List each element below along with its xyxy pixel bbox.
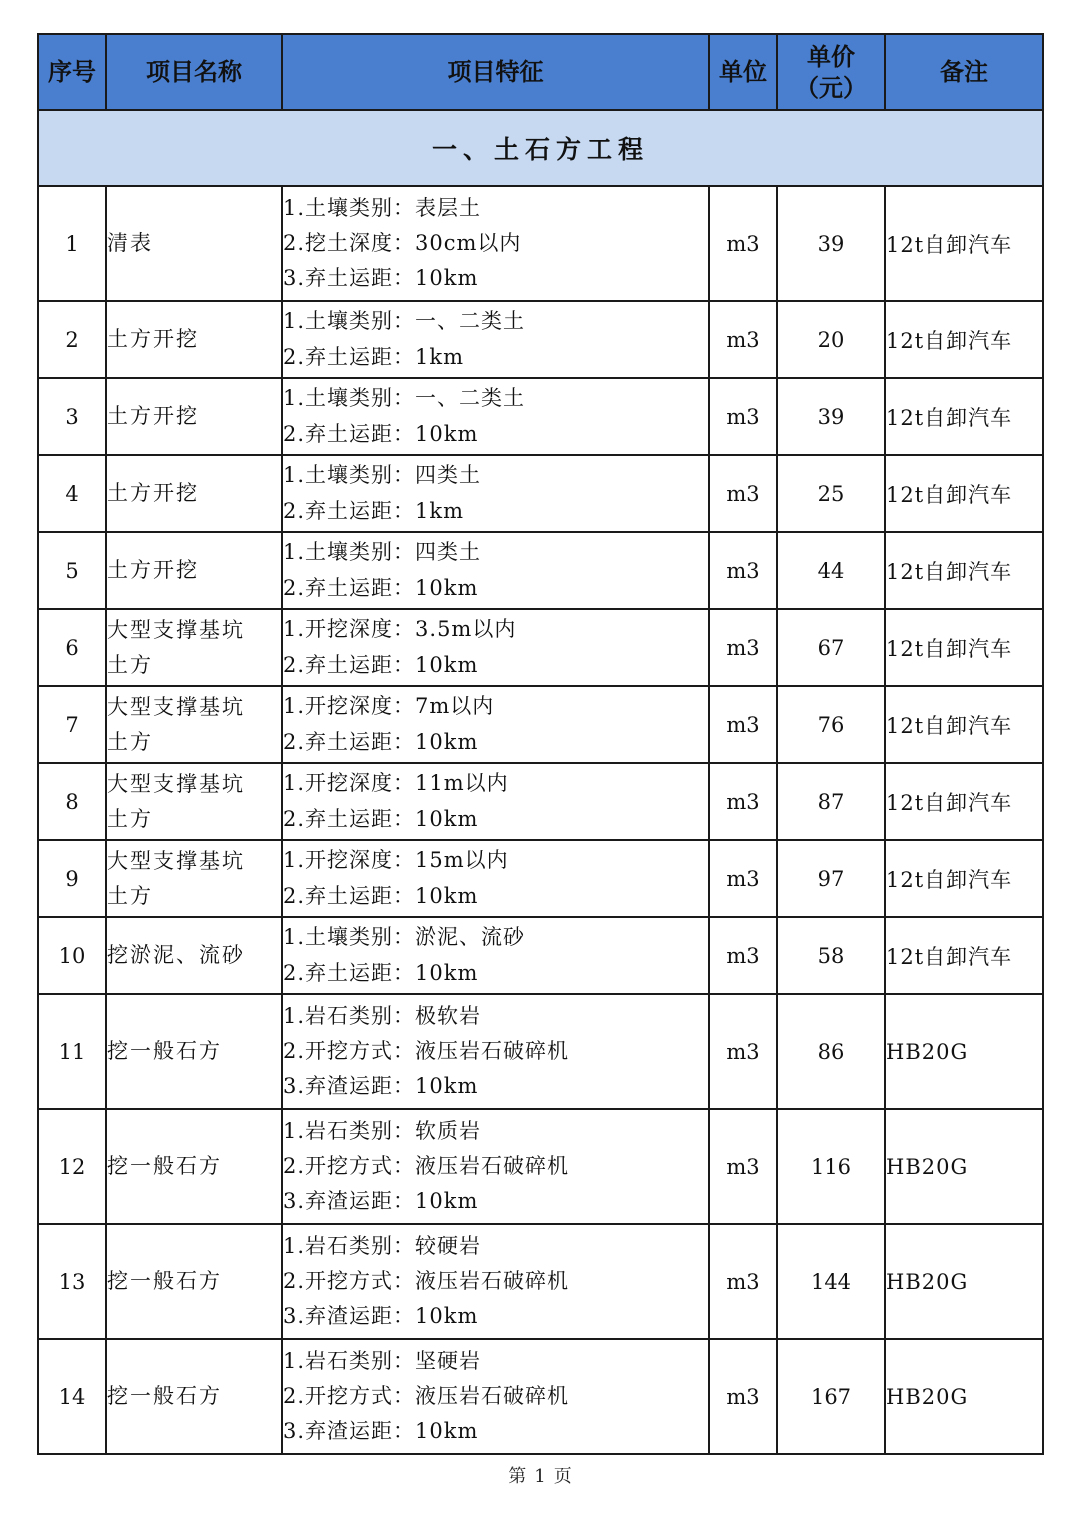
row-name-line: 挖一般石方	[107, 1154, 222, 1179]
table-row	[38, 763, 1043, 840]
row-name	[106, 917, 282, 994]
row-unit: m3	[709, 686, 777, 763]
row-feature-line: 1.开挖深度：11m以内	[283, 771, 509, 796]
row-price: 25	[777, 455, 885, 532]
table-row	[38, 378, 1043, 455]
row-unit: m3	[709, 455, 777, 532]
row-features	[282, 186, 709, 301]
row-feature-line: 3.弃土运距：10km	[283, 266, 479, 291]
row-features	[282, 609, 709, 686]
row-name-line: 土方开挖	[107, 481, 199, 506]
row-seq: 14	[38, 1339, 106, 1454]
header-seq: 序号	[38, 34, 106, 110]
row-name	[106, 378, 282, 455]
row-note: 12t自卸汽车	[885, 186, 1043, 301]
row-feature-line: 1.开挖深度：7m以内	[283, 694, 495, 719]
row-name-line: 土方开挖	[107, 558, 199, 583]
table-row	[38, 917, 1043, 994]
row-unit: m3	[709, 917, 777, 994]
row-name-line: 挖一般石方	[107, 1269, 222, 1294]
row-price: 20	[777, 301, 885, 378]
row-seq: 9	[38, 840, 106, 917]
table-body	[38, 110, 1043, 1454]
row-note: 12t自卸汽车	[885, 532, 1043, 609]
row-price: 97	[777, 840, 885, 917]
row-feature-line: 1.土壤类别：一、二类土	[283, 386, 526, 411]
row-features	[282, 532, 709, 609]
row-unit: m3	[709, 763, 777, 840]
row-unit: m3	[709, 378, 777, 455]
section-title: 一、土石方工程	[38, 110, 1043, 186]
row-name-line: 大型支撑基坑	[107, 771, 245, 796]
row-name	[106, 1109, 282, 1224]
row-unit: m3	[709, 994, 777, 1109]
row-price: 39	[777, 186, 885, 301]
row-name-line: 大型支撑基坑	[107, 848, 245, 873]
row-features	[282, 1109, 709, 1224]
row-features	[282, 840, 709, 917]
row-name-line: 土方	[107, 729, 153, 754]
row-features	[282, 686, 709, 763]
row-price: 58	[777, 917, 885, 994]
header-price-line1: 单价	[807, 41, 855, 71]
row-note: 12t自卸汽车	[885, 840, 1043, 917]
row-note: HB20G	[885, 1339, 1043, 1454]
row-seq: 11	[38, 994, 106, 1109]
row-name-line: 土方	[107, 806, 153, 831]
section-row	[38, 110, 1043, 186]
row-unit: m3	[709, 1224, 777, 1339]
row-name-line: 土方开挖	[107, 327, 199, 352]
row-name	[106, 763, 282, 840]
row-name	[106, 994, 282, 1109]
row-name	[106, 301, 282, 378]
row-seq: 5	[38, 532, 106, 609]
row-seq: 12	[38, 1109, 106, 1224]
row-feature-line: 3.弃渣运距：10km	[283, 1304, 479, 1329]
row-note: 12t自卸汽车	[885, 917, 1043, 994]
row-feature-line: 2.弃土运距：10km	[283, 960, 479, 985]
row-feature-line: 2.弃土运距：10km	[283, 421, 479, 446]
row-seq: 10	[38, 917, 106, 994]
row-note: 12t自卸汽车	[885, 301, 1043, 378]
row-price: 39	[777, 378, 885, 455]
row-seq: 2	[38, 301, 106, 378]
table-row	[38, 301, 1043, 378]
row-features	[282, 763, 709, 840]
row-feature-line: 2.弃土运距：10km	[283, 652, 479, 677]
row-seq: 13	[38, 1224, 106, 1339]
table-row	[38, 1339, 1043, 1454]
table-row	[38, 455, 1043, 532]
row-unit: m3	[709, 1109, 777, 1224]
row-price: 86	[777, 994, 885, 1109]
footer-suffix: 页	[553, 1466, 572, 1487]
row-note: 12t自卸汽车	[885, 455, 1043, 532]
row-note: 12t自卸汽车	[885, 763, 1043, 840]
row-name-line: 大型支撑基坑	[107, 694, 245, 719]
row-seq: 8	[38, 763, 106, 840]
row-unit: m3	[709, 609, 777, 686]
row-features	[282, 455, 709, 532]
row-price: 116	[777, 1109, 885, 1224]
row-features	[282, 301, 709, 378]
row-feature-line: 3.弃渣运距：10km	[283, 1189, 479, 1214]
row-note: HB20G	[885, 1109, 1043, 1224]
row-note: 12t自卸汽车	[885, 378, 1043, 455]
row-unit: m3	[709, 532, 777, 609]
row-feature-line: 2.开挖方式：液压岩石破碎机	[283, 1383, 570, 1408]
row-name	[106, 455, 282, 532]
row-price: 144	[777, 1224, 885, 1339]
row-seq: 4	[38, 455, 106, 532]
row-feature-line: 2.弃土运距：10km	[283, 806, 479, 831]
row-note: HB20G	[885, 994, 1043, 1109]
row-price: 167	[777, 1339, 885, 1454]
row-name-line: 挖一般石方	[107, 1384, 222, 1409]
row-name-line: 挖淤泥、流砂	[107, 943, 245, 968]
row-name	[106, 532, 282, 609]
row-name-line: 土方	[107, 883, 153, 908]
table-row	[38, 686, 1043, 763]
footer-prefix: 第	[508, 1466, 527, 1487]
row-seq: 6	[38, 609, 106, 686]
row-name-line: 挖一般石方	[107, 1039, 222, 1064]
footer-page-number: 1	[534, 1466, 546, 1487]
row-name-line: 土方开挖	[107, 404, 199, 429]
row-features	[282, 1224, 709, 1339]
row-feature-line: 2.开挖方式：液压岩石破碎机	[283, 1268, 570, 1293]
row-seq: 1	[38, 186, 106, 301]
table-row	[38, 1224, 1043, 1339]
row-name	[106, 840, 282, 917]
table-row	[38, 532, 1043, 609]
row-feature-line: 2.开挖方式：液压岩石破碎机	[283, 1153, 570, 1178]
row-feature-line: 2.挖土深度：30cm以内	[283, 230, 522, 255]
row-name-line: 土方	[107, 652, 153, 677]
row-feature-line: 2.弃土运距：10km	[283, 729, 479, 754]
row-seq: 7	[38, 686, 106, 763]
row-price: 87	[777, 763, 885, 840]
header-price-line2: （元）	[795, 73, 867, 102]
row-feature-line: 1.岩石类别：较硬岩	[283, 1233, 482, 1258]
price-table	[37, 33, 1044, 1455]
row-name-line: 大型支撑基坑	[107, 617, 245, 642]
row-unit: m3	[709, 840, 777, 917]
row-price: 67	[777, 609, 885, 686]
row-feature-line: 1.土壤类别：四类土	[283, 463, 482, 488]
table-row	[38, 1109, 1043, 1224]
row-name-line: 清表	[107, 231, 153, 256]
row-feature-line: 3.弃渣运距：10km	[283, 1419, 479, 1444]
header-feature: 项目特征	[282, 34, 709, 110]
table-row	[38, 840, 1043, 917]
row-feature-line: 2.弃土运距：10km	[283, 883, 479, 908]
row-feature-line: 1.岩石类别：软质岩	[283, 1118, 482, 1143]
row-feature-line: 1.开挖深度：15m以内	[283, 848, 509, 873]
row-feature-line: 1.土壤类别：四类土	[283, 540, 482, 565]
row-unit: m3	[709, 1339, 777, 1454]
table-row	[38, 609, 1043, 686]
row-feature-line: 2.弃土运距：1km	[283, 498, 465, 523]
header-note: 备注	[885, 34, 1043, 110]
row-features	[282, 994, 709, 1109]
table-row	[38, 994, 1043, 1109]
row-seq: 3	[38, 378, 106, 455]
row-features	[282, 917, 709, 994]
row-features	[282, 378, 709, 455]
row-features	[282, 1339, 709, 1454]
row-unit: m3	[709, 301, 777, 378]
header-row	[38, 34, 1043, 110]
table-row	[38, 186, 1043, 301]
header-unit: 单位	[709, 34, 777, 110]
row-name	[106, 186, 282, 301]
row-feature-line: 2.弃土运距：1km	[283, 344, 465, 369]
row-note: 12t自卸汽车	[885, 686, 1043, 763]
row-feature-line: 2.弃土运距：10km	[283, 575, 479, 600]
row-note: 12t自卸汽车	[885, 609, 1043, 686]
row-feature-line: 1.开挖深度：3.5m以内	[283, 617, 517, 642]
row-feature-line: 2.开挖方式：液压岩石破碎机	[283, 1038, 570, 1063]
row-feature-line: 1.土壤类别：一、二类土	[283, 309, 526, 334]
row-name	[106, 686, 282, 763]
row-name	[106, 1339, 282, 1454]
row-unit: m3	[709, 186, 777, 301]
row-price: 44	[777, 532, 885, 609]
row-feature-line: 1.土壤类别：淤泥、流砂	[283, 925, 526, 950]
row-feature-line: 1.岩石类别：坚硬岩	[283, 1348, 482, 1373]
header-price	[777, 34, 885, 110]
row-name	[106, 609, 282, 686]
row-feature-line: 1.岩石类别：极软岩	[283, 1003, 482, 1028]
row-feature-line: 1.土壤类别：表层土	[283, 195, 482, 220]
header-name: 项目名称	[106, 34, 282, 110]
row-name	[106, 1224, 282, 1339]
row-feature-line: 3.弃渣运距：10km	[283, 1074, 479, 1099]
page-footer	[0, 1462, 1080, 1488]
row-note: HB20G	[885, 1224, 1043, 1339]
row-price: 76	[777, 686, 885, 763]
